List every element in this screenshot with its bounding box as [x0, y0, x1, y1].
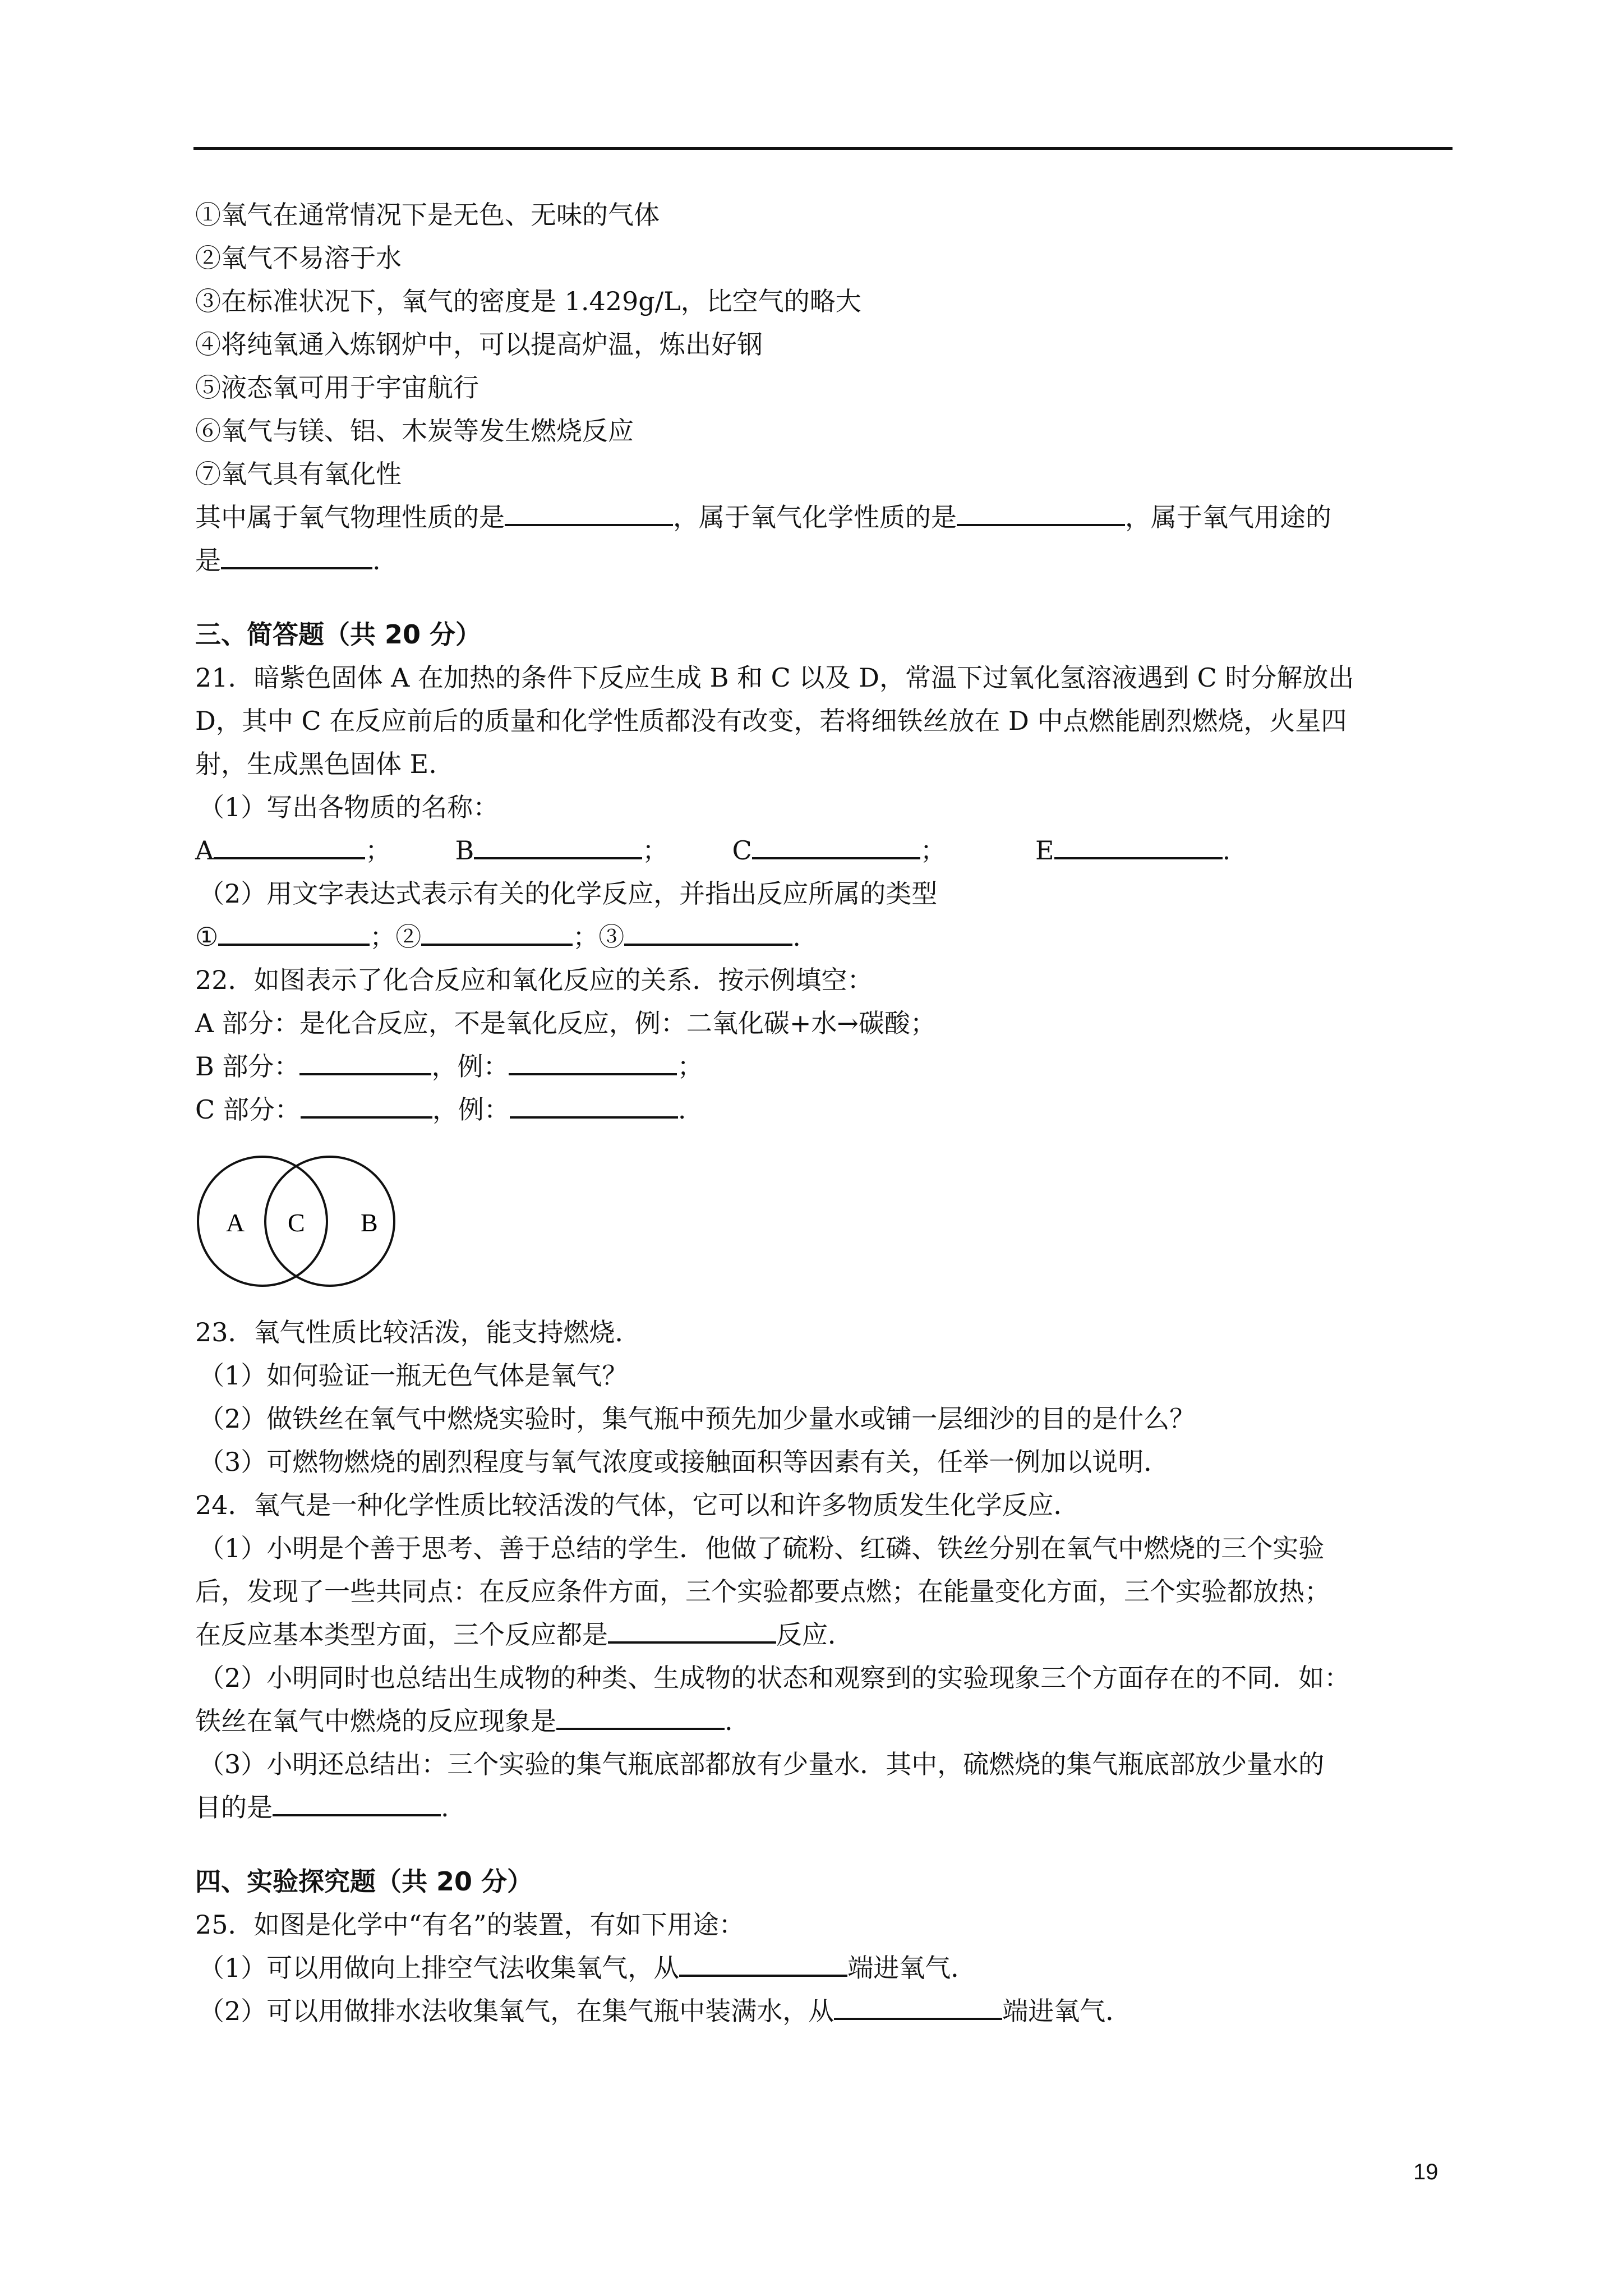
q22-line-2: A 部分：是化合反应，不是氧化反应，例：二氧化碳+水→碳酸；: [195, 1008, 936, 1038]
answer-blank[interactable]: [505, 498, 673, 526]
answer-blank[interactable]: [299, 1047, 431, 1075]
venn-circle-left: [198, 1157, 327, 1286]
q23-line-2: （1）如何验证一瓶无色气体是氧气？: [199, 1360, 628, 1391]
answer-blank[interactable]: [957, 498, 1125, 526]
answer-blank[interactable]: [273, 1788, 441, 1816]
venn-label-a: A: [226, 1208, 245, 1237]
statement-6: ⑥氧气与镁、铝、木炭等发生燃烧反应: [195, 416, 634, 446]
q24-line-7: （3）小明还总结出：三个实验的集气瓶底部都放有少量水．其中，硫燃烧的集气瓶底部放少量水的: [199, 1749, 1325, 1779]
answer-blank[interactable]: [834, 1992, 1002, 2020]
q21-names-line: A ； B ； C ； E .: [195, 829, 1454, 872]
q24-line-4: 在反应基本类型方面，三个反应都是 反应．: [195, 1613, 1454, 1657]
q22-c-line: C 部分： ，例： .: [195, 1088, 1454, 1131]
answer-blank[interactable]: [608, 1616, 776, 1644]
answer-blank[interactable]: [214, 831, 365, 859]
answer-blank[interactable]: [509, 1047, 677, 1075]
answer-blank[interactable]: [221, 541, 372, 569]
statement-7: ⑦氧气具有氧化性: [195, 459, 402, 489]
answer-blank[interactable]: [301, 1091, 432, 1119]
q22-b-line: B 部分： ，例： ；: [195, 1045, 1454, 1088]
q24-line-5: （2）小明同时也总结出生成物的种类、生成物的状态和观察到的实验现象三个方面存在的不同．如：: [199, 1663, 1350, 1693]
q24-line-1: 24．氧气是一种化学性质比较活泼的气体，它可以和许多物质发生化学反应．: [195, 1490, 1080, 1520]
section-3-title: 三、简答题（共 20 分）: [195, 619, 482, 650]
answer-blank[interactable]: [1054, 831, 1223, 859]
q21-sub-1: （1）写出各物质的名称：: [199, 792, 499, 822]
q24-line-8: 目的是 .: [195, 1786, 1454, 1829]
section-4-title: 四、实验探究题（共 20 分）: [195, 1866, 533, 1897]
q25-line-3: （2）可以用做排水法收集氧气，在集气瓶中装满水，从 端进氧气．: [195, 1990, 1454, 2033]
q23-line-1: 23．氧气性质比较活泼，能支持燃烧．: [195, 1317, 641, 1347]
q21-line-2: D，其中 C 在反应前后的质量和化学性质都没有改变，若将细铁丝放在 D 中点燃能剧烈燃烧，火星四: [195, 706, 1347, 736]
answer-blank[interactable]: [679, 1949, 847, 1977]
venn-svg: [195, 1137, 419, 1305]
header-rule: [193, 147, 1453, 150]
q23-line-3: （2）做铁丝在氧气中燃烧实验时，集气瓶中预先加少量水或铺一层细沙的目的是什么？: [199, 1404, 1196, 1434]
q21-line-1: 21．暗紫色固体 A 在加热的条件下反应生成 B 和 C 以及 D，常温下过氧化氢溶液遇到 C 时分解放出: [195, 662, 1354, 693]
statement-1: ①氧气在通常情况下是无色、无味的气体: [195, 200, 660, 230]
q25-line-2: （1）可以用做向上排空气法收集氧气，从 端进氧气．: [195, 1947, 1454, 1990]
q21-sub-2: （2）用文字表达式表示有关的化学反应，并指出反应所属的类型: [199, 878, 938, 909]
statement-5: ⑤液态氧可用于宇宙航行: [195, 372, 479, 403]
answer-blank[interactable]: [752, 831, 920, 859]
answer-blank[interactable]: [421, 918, 573, 946]
q25-line-1: 25．如图是化学中“有名”的装置，有如下用途：: [195, 1910, 745, 1940]
q24-line-6: 铁丝在氧气中燃烧的反应现象是 .: [195, 1700, 1454, 1743]
q23-line-4: （3）可燃物燃烧的剧烈程度与氧气浓度或接触面积等因素有关，任举一例加以说明．: [199, 1447, 1170, 1477]
venn-diagram: [195, 1137, 1454, 1311]
q21-reaction-line: ① ；② ；③ .: [195, 915, 1454, 959]
answer-blank[interactable]: [474, 831, 642, 859]
q20-fill-line: 其中属于氧气物理性质的是 ，属于氧气化学性质的是 ，属于氧气用途的: [195, 496, 1454, 539]
document-body: [195, 194, 1454, 2033]
statement-3: ③在标准状况下，氧气的密度是 1.429g/L，比空气的略大: [195, 286, 861, 316]
venn-label-b: B: [361, 1208, 378, 1237]
venn-label-c: C: [288, 1208, 305, 1237]
answer-blank[interactable]: [556, 1702, 725, 1730]
q24-line-2: （1）小明是个善于思考、善于总结的学生．他做了硫粉、红磷、铁丝分别在氧气中燃烧的三个实验: [199, 1533, 1325, 1563]
answer-blank[interactable]: [218, 918, 370, 946]
q24-line-3: 后，发现了一些共同点：在反应条件方面，三个实验都要点燃；在能量变化方面，三个实验都放热；: [195, 1576, 1330, 1607]
q21-line-3: 射，生成黑色固体 E.: [195, 749, 437, 779]
answer-blank[interactable]: [510, 1091, 678, 1119]
page-number: 19: [1413, 2160, 1438, 2184]
statement-2: ②氧气不易溶于水: [195, 243, 402, 273]
answer-blank[interactable]: [624, 918, 792, 946]
statement-4: ④将纯氧通入炼钢炉中，可以提高炉温，炼出好钢: [195, 329, 763, 360]
q22-line-1: 22．如图表示了化合反应和氧化反应的关系．按示例填空：: [195, 965, 873, 995]
q20-fill-line-2: 是 .: [195, 539, 1454, 582]
